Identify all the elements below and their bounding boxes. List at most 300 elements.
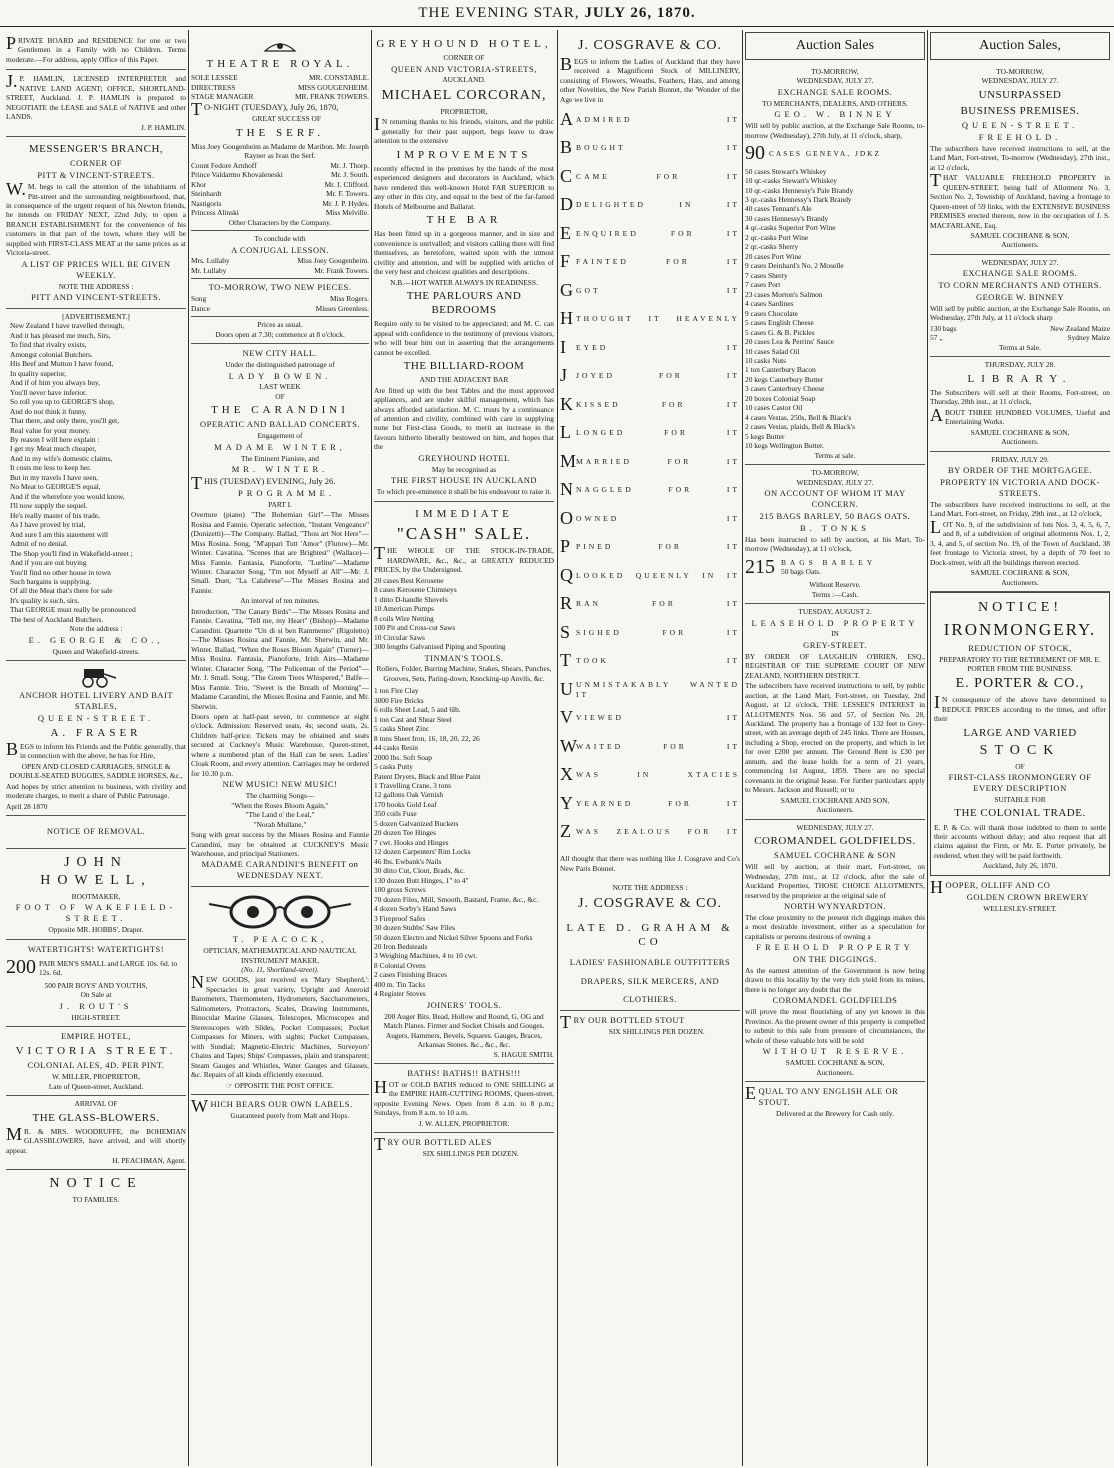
stock-item: 130 dozen Butt Hinges, 1" to 4" xyxy=(374,875,469,885)
alphabet-letter: U xyxy=(560,678,573,699)
ad-number: 215 xyxy=(745,555,775,578)
alphabet-phrase: DELIGHTED IN IT xyxy=(576,200,740,210)
ad-subheading: QUEEN-STREET. xyxy=(961,120,1079,130)
ad-text: Doors open at 7.30; commence at 8 o'clock. xyxy=(215,329,345,339)
ad-heading: J. COSGRAVE & CO. xyxy=(578,38,722,53)
cast-list xyxy=(191,161,369,218)
ad-leasehold xyxy=(745,604,925,820)
alphabet-row xyxy=(560,219,740,248)
ad-heading: WATERTIGHTS! WATERTIGHTS! xyxy=(27,943,165,954)
ad-theatre-royal xyxy=(191,32,369,344)
ad-heading: WHICH BEARS OUR OWN LABELS. xyxy=(191,1096,353,1117)
lot-item: 4 qr.-casks Superior Port Wine xyxy=(745,223,836,233)
stock-item: 3000 Fire Bricks xyxy=(374,695,424,705)
stock-item: 10 Circular Saws xyxy=(374,632,425,642)
ad-heading: LIBRARY. xyxy=(967,372,1073,385)
ad-subheading: IMPROVEMENTS xyxy=(396,148,532,161)
lot-item: 4 cases Sardines xyxy=(745,299,794,309)
poem-line: And it has pleased me much, Sirs, xyxy=(10,330,111,340)
cast-row-value: Miss Rogers. xyxy=(329,294,369,304)
stock-item: 7 cwt. Hooks and Hinges xyxy=(374,837,449,847)
ad-messenger xyxy=(6,137,186,309)
alphabet-letter: D xyxy=(560,194,573,215)
ad-subheading: PROGRAMME. xyxy=(238,487,335,498)
paper-date: JULY 26, 1870. xyxy=(584,5,696,21)
ad-text: PROPRIETOR, xyxy=(440,106,488,116)
alphabet-row xyxy=(560,447,740,476)
cast-row-label: Khor xyxy=(191,179,207,189)
alphabet-phrase: RAN FOR IT xyxy=(576,599,740,609)
ad-howell xyxy=(6,849,186,940)
alphabet-phrase: GOT IT xyxy=(576,285,740,295)
alphabet-row xyxy=(560,618,740,647)
ad-text: Other Characters by the Company. xyxy=(228,217,332,227)
paper-title: THE EVENING STAR, xyxy=(418,5,580,21)
ad-heading: NEW CITY HALL. xyxy=(242,348,318,359)
ad-heading: ON ACCOUNT OF WHOM IT MAY CONCERN. xyxy=(764,488,906,509)
alphabet-phrase: WAS IN XTACIES xyxy=(576,770,740,780)
alphabet-letter: N xyxy=(560,479,573,500)
ad-mortgagee xyxy=(930,452,1110,592)
column-rule xyxy=(371,30,372,1466)
ad-text: Require only to be visited to be appreciated; and M. C. can appeal with confidence to the testimony of previous visitors, who will bear him out in asserting that the arrangements cannot be excelled. xyxy=(374,319,554,357)
ad-city-hall xyxy=(191,344,369,887)
pointing-hand-icon: ☞ xyxy=(225,1080,233,1090)
lot-item: 20 boxes Colonial Soap xyxy=(745,393,816,403)
stock-item: 2000 lbs. Soft Soap xyxy=(374,752,432,762)
alphabet-phrase: ADMIRED IT xyxy=(576,114,740,124)
ad-text: MR. & MRS. WOODRUFFE, the BOHEMIAN GLASSBLOWERS, have arrived, and will shortly appear. xyxy=(6,1123,186,1155)
alphabet-phrase: BOUGHT IT xyxy=(576,143,740,153)
alphabet-letter: O xyxy=(560,507,573,528)
poem-line: Of all the Meat that's there for sale xyxy=(10,586,113,596)
ad-text: ABOUT THREE HUNDRED VOLUMES, Useful and Entertaining Works. xyxy=(930,404,1110,427)
ad-signature: J. P. HAMLIN. xyxy=(141,122,186,132)
stock-item: 70 dozen Files, Mill, Smooth, Bastard, Frame, &c., &c. xyxy=(374,894,539,904)
ad-removal xyxy=(6,816,186,849)
ad-text: Auctioneers. xyxy=(816,1067,854,1077)
cast-row-label: Nastigoris xyxy=(191,198,222,208)
alphabet-row xyxy=(560,191,740,220)
alphabet-list xyxy=(560,105,740,846)
alphabet-row xyxy=(560,561,740,590)
stock-item: 300 lengths Galvanised Piping and Spouting xyxy=(374,642,506,652)
staff-row xyxy=(191,83,369,92)
cast-row xyxy=(191,189,369,198)
alphabet-row xyxy=(560,162,740,191)
cast-row-label: Mrs. Lullaby xyxy=(191,256,230,266)
lot-item: 10 casks Nuts xyxy=(745,355,787,365)
ad-subheading: GOLDEN CROWN BREWERY xyxy=(966,891,1089,902)
song-list xyxy=(191,801,369,829)
ad-text: Has been fitted up in a gorgeous manner, and in size and convenience is unrivalled; and visitors calling there will find themselves, as heretofore, waited upon with the utmost civility and attention, and will be supplied with articles of the very best and choicest qualities and descriptions. xyxy=(374,229,554,277)
ad-address: PITT AND VINCENT-STREETS. xyxy=(31,292,161,303)
ad-subheading: THE BAR xyxy=(426,214,502,227)
cast-row xyxy=(191,208,369,217)
ad-signature: SAMUEL COCHRANE & SON, xyxy=(970,568,1070,578)
alphabet-phrase: FAINTED FOR IT xyxy=(576,257,740,267)
ad-subheading: A CONJUGAL LESSON. xyxy=(231,244,329,255)
cast-row-value: Misses Greenless. xyxy=(315,303,369,313)
ad-text: The subscribers have received instructions to sell, at the Land Mart, Fort-street, on Friday, 29th inst., at 12 o'clock, xyxy=(930,499,1110,519)
ad-subheading: MADAME WINTER, xyxy=(214,441,346,452)
alphabet-phrase: LOOKED QUEENLY IN IT xyxy=(576,570,740,580)
cast-row xyxy=(191,294,369,303)
stock-item: 5 casks Sheet Zinc xyxy=(374,724,430,734)
ad-cash-sale xyxy=(374,502,554,1064)
ad-text: BEGS to inform the Ladies of Auckland that they have received a Magnificent Stock of MILLINERY, consisting of Flowers, Wreaths, Feathers, Hats, and among other Novelties, the New Parish Bonnet, the 'Wonder of the Age we live in xyxy=(560,53,740,104)
stock-item: 100 gross Screws xyxy=(374,885,426,895)
ad-text: IN returning thanks to his friends, visitors, and the public generally for their past support, begs leave to draw attention to the extensive xyxy=(374,114,554,146)
ad-subheading: LARGE AND VARIED xyxy=(963,726,1077,739)
stock-item: 170 books Gold Leaf xyxy=(374,799,437,809)
alphabet-row xyxy=(560,590,740,619)
cast-row xyxy=(191,199,369,208)
ad-heading: EXCHANGE SALE ROOMS. xyxy=(777,86,893,97)
lot-item: 20 cases Lea & Perrins' Sauce xyxy=(745,337,834,347)
ad-heading: "CASH" SALE. xyxy=(396,523,532,543)
cast-row-value: Mr. J. Thorp. xyxy=(330,160,369,170)
ad-subheading: REDUCTION OF STOCK, xyxy=(968,642,1072,653)
ad-text: Opposite MR. HOBBS', Draper. xyxy=(48,925,144,935)
ad-text: IN consequence of the above have determined to REDUCE PRICES according to the times, and offer their xyxy=(934,692,1106,724)
ad-subheading: NORTH WYNYARDTON. xyxy=(783,900,887,911)
ad-name: A. FRASER xyxy=(50,726,142,739)
ad-text: Delivered at the Brewery for Cash only. xyxy=(776,1108,894,1118)
ad-heading: THE COLONIAL TRADE. xyxy=(954,807,1086,820)
section-heading: Auction Sales xyxy=(745,32,925,60)
ad-name: GEORGE W. BINNEY xyxy=(975,292,1065,303)
staff-row-label: STAGE MANAGER xyxy=(191,92,254,102)
ad-subheading: CLOTHIERS. xyxy=(623,994,677,1005)
lot-item: 2 qr.-casks Port Wine xyxy=(745,232,809,242)
programme-part-1: Overture (piano) "The Bohemian Girl"—The Misses Rosina and Fannie. Operatic selection, "Instant Vengeance" (Donizetti)—The Company. Ballad, "Thou art Not Here"—Miss Rosina. Song, "M'appari Tutt 'Amor" (Flutow)—Mr. Winter. Cavatina, "Scenes that are Brightest" (Wallace)—Miss Fannie. Fantasia, Pianoforte, "Lurline"—Madame Winter. Character Song, "I'm not Myself at All"—Mr. J. Small. Duet, "La Calabrese"—The Misses Rosina and Fannie. xyxy=(191,510,369,595)
ad-subheading: GREY-STREET. xyxy=(803,639,867,650)
ad-note: NOTE THE ADDRESS : xyxy=(58,281,134,291)
alphabet-row xyxy=(560,419,740,448)
stock-item: 46 lbs. Ewbank's Nails xyxy=(374,856,442,866)
poem-line: By reason I will here explain : xyxy=(10,434,100,444)
ad-text: Doors open at half-past seven, to commence at eight o'clock. Admission: Reserved seats, 4s; second seats, 2s. Children half-price. Tickets may be obtained and seats secured at Cuckney's Music Warehouse, Queen-street, where a numbered plan of the Hall can be seen. Ladies' Cloak Room, and every attention. Carriages may be ordered for 10.30 p.m. xyxy=(191,712,369,778)
alphabet-letter: S xyxy=(560,621,571,642)
ad-name: JOHN HOWELL, xyxy=(40,855,152,888)
ad-number: 90 xyxy=(745,142,765,164)
ad-subheading: TO FAMILIES. xyxy=(72,1195,120,1205)
ad-text: All thought that there was nothing like J. Cosgrave and Co's New Paris Bonnet. xyxy=(560,854,740,873)
stock-list xyxy=(374,686,554,998)
ad-heading: ANCHOR HOTEL LIVERY AND BAIT STABLES, xyxy=(18,690,174,712)
ad-address: WELLESLEY-STREET. xyxy=(983,903,1057,913)
ad-heading: BY ORDER OF THE MORTGAGEE. xyxy=(947,465,1092,476)
ad-row xyxy=(745,141,925,167)
ad-address: FOOT OF WAKEFIELD-STREET. xyxy=(15,902,177,924)
lot-item: 23 cases Morton's Salmon xyxy=(745,289,823,299)
lot-item: 9 cases Deinhard's No. 2 Moselle xyxy=(745,261,844,271)
alphabet-letter: I xyxy=(560,336,566,357)
poem-line: And in my wife's domestic claims, xyxy=(10,453,113,463)
ad-heading: EMPIRE HOTEL, xyxy=(61,1031,131,1042)
ad-heading: THE SERF. xyxy=(235,126,325,139)
ad-row xyxy=(6,955,186,981)
lot-list xyxy=(930,324,1110,343)
poem-line: His Beef and Mutton I have found, xyxy=(10,359,114,369)
ad-text: The close proximity to the present rich diggings makes this a most desirable investment, either as a speculation for capitalists or persons desirous of owning a xyxy=(745,912,925,941)
stock-item: 8 tons Sheet Iron, 16, 18, 20, 22, 26 xyxy=(374,733,480,743)
cast-row-label: Prince Valdarmo Khovaleneski xyxy=(191,170,283,180)
poem xyxy=(6,321,186,624)
alphabet-letter: B xyxy=(560,137,573,158)
alphabet-letter: P xyxy=(560,536,571,557)
ad-subheading: IMMEDIATE xyxy=(415,507,513,520)
cast-row-label: Princess Alinski xyxy=(191,208,239,218)
ad-text: IN xyxy=(831,629,839,639)
ad-text: PAIR MEN'S SMALL and LARGE 10s. 6d. to 12s. 6d. xyxy=(39,958,178,978)
ad-heading: TRY OUR BOTTLED STOUT xyxy=(560,1012,685,1033)
lot-row xyxy=(930,333,1110,342)
cast-row xyxy=(191,304,369,313)
staff-row xyxy=(191,73,369,82)
poem-line: No Meat to GEORGE'S equal, xyxy=(10,482,101,492)
ad-subheading: LADIES' FASHIONABLE OUTFITTERS xyxy=(569,956,731,967)
ad-notice-families xyxy=(6,1170,186,1208)
ad-subheading: QUEEN-STREET. xyxy=(37,712,155,723)
ad-date: TO-MORROW, xyxy=(811,66,859,76)
ad-name: SAMUEL COCHRANE & SON xyxy=(774,850,896,861)
lot-item: 10 cases Castor Oil xyxy=(745,403,803,413)
ad-text: J.P. HAMLIN, LICENSED INTERPRETER and NATIVE LAND AGENT; OFFICE, SHORTLAND-STREET, Auckland. J. P. HAMLIN is prepared to NEGOTIATE the LEASE and SALE of NATIVE and other LANDS. xyxy=(6,71,186,122)
lot-item: 3 cases Canterbury Cheese xyxy=(745,384,825,394)
alphabet-row xyxy=(560,647,740,676)
ad-signature: J. W. ALLEN, PROPRIETOR. xyxy=(418,1118,510,1128)
poem-line: It costs me less to keep her. xyxy=(10,463,92,473)
lot-item: 20 cases Port Wine xyxy=(745,251,802,261)
ad-subheading: MADAME CARANDINI'S BENEFIT on WEDNESDAY NEXT. xyxy=(201,859,359,881)
poem-line: New Zealand I have travelled through, xyxy=(10,321,125,331)
lot-item: 10 qr.-casks Stewart's Whiskey xyxy=(745,176,837,186)
stock-item: 6 rolls Sheet Lead, 5 and 6lb. xyxy=(374,705,461,715)
poem-line: I'll now supply the sequel. xyxy=(10,501,88,511)
ad-text: OPEN AND CLOSED CARRIAGES, SINGLE & DOUBLE-SEATED BUGGIES, SADDLE HORSES, &c., xyxy=(9,761,183,781)
alphabet-letter: Q xyxy=(560,564,573,585)
cast-row-value: Mr. J. Clifford. xyxy=(324,179,369,189)
alphabet-row xyxy=(560,761,740,790)
cast-row xyxy=(191,180,369,189)
alphabet-row xyxy=(560,704,740,733)
ad-subheading: TO-MORROW, TWO NEW PIECES. xyxy=(208,282,352,293)
ad-text: Auctioneers. xyxy=(1001,577,1039,587)
ad-text: THAT VALUABLE FREEHOLD PROPERTY in QUEEN-STREET, being half of Allotment No. 3, Section No. 2, Township of Auckland, having a frontage to Queen-street of 59 links, with the EXTENSIVE BUSINESS PREMISES erected thereon, now in the occupation of J. S. MACFARLANE, Esq. xyxy=(930,170,1110,230)
ad-name: MICHAEL CORCORAN, xyxy=(381,87,547,103)
ad-subheading: DRAPERS, SILK MERCERS, AND xyxy=(580,975,720,986)
alphabet-letter: W xyxy=(560,735,577,756)
cast-row-label: Count Fedore Arnhoff xyxy=(191,160,257,170)
cast-row-label: Mr. Lullaby xyxy=(191,265,227,275)
alphabet-phrase: WAS ZEALOUS FOR IT xyxy=(576,827,740,837)
alphabet-row xyxy=(560,504,740,533)
ad-subheading: QUEEN AND VICTORIA-STREETS, xyxy=(391,63,537,74)
ad-maize-sale xyxy=(930,255,1110,357)
stock-item: 1 ditto D-handle Shovels xyxy=(374,594,448,604)
staff-row-value: MR. FRANK TOWERS. xyxy=(294,92,369,102)
lot-item: 2 qr.-casks Sherry xyxy=(745,242,799,252)
ad-text: And hopes by strict attention to business, with civility and moderate charges, to merit a share of Public Patronage. xyxy=(6,781,186,801)
ad-cosgrave xyxy=(560,32,740,1011)
song-title: "When the Roses Bloom Again," xyxy=(231,800,329,810)
ad-subheading: TINMAN'S TOOLS. xyxy=(424,652,504,663)
alphabet-phrase: TOOK IT xyxy=(576,656,740,666)
ad-text: Miss Joey Gougenheim as Madame de Maribon. Mr. Joseph Rayner as Ivan the Serf. xyxy=(191,141,369,161)
poem-line: That GEORGE must really be pronounced xyxy=(10,605,136,615)
ad-heading: UNSURPASSED xyxy=(978,88,1062,101)
ad-text: On Sale at xyxy=(80,990,112,1000)
carriage-icon xyxy=(74,666,118,688)
ad-text: OF xyxy=(275,391,285,401)
ad-subheading: THE FIRST HOUSE IN AUCKLAND xyxy=(390,475,538,486)
ad-text: Terms at Sale. xyxy=(999,342,1041,352)
ad-signature: SAMUEL COCHRANE & SON, xyxy=(970,230,1070,240)
ad-date: TUESDAY, AUGUST 2. xyxy=(798,607,872,617)
cast-row-value: Mr. F. Towers. xyxy=(326,189,369,199)
alphabet-phrase: VIEWED IT xyxy=(576,713,740,723)
ad-address: HIGH-STREET. xyxy=(71,1012,121,1022)
ad-subheading: FREEHOLD PROPERTY xyxy=(756,942,914,953)
alphabet-letter: F xyxy=(560,251,571,272)
stock-item: 8 Colonial Ovens xyxy=(374,960,426,970)
poem-line: You'll find no other house in town xyxy=(10,567,111,577)
column-1 xyxy=(6,32,186,1462)
column-rule xyxy=(557,30,558,1466)
ad-text: TO-NIGHT (TUESDAY), July 26, 1870, xyxy=(191,99,339,120)
ad-subheading: COROMANDEL GOLDFIELDS xyxy=(772,995,898,1006)
programme-part-2: Introduction, "The Canary Birds"—The Misses Rosina and Fannie. Cavatina, "Tell me, my Heart" (Bishop)—Madame Carandini. Quartette "Un di si ben Rammento" (Rigoletto)—The Misses Rosina and Fannie, Mr. Sherwin, and Mr. Winter. Ballad, "When the Roses Bloom Again" (Turner)—Miss Rosina. Fantasia, Pianoforte, Irish Airs—Madame Winter. Character Song, "The Policeman of the Period"—Mr. J. Small. Song, "The Green Trees Whispered," Balfe—Miss Fannie. Trio, "Sweet is the Breath of Morning"—Madame Carandini, the Misses Rosina and Fannie, and Mr. Sherwin. xyxy=(191,606,369,711)
ad-text: PRIVATE BOARD and RESIDENCE for one or two Gentlemen in a Family with no Children. Terms moderate.—For address, apply Office of this Paper. xyxy=(6,33,186,64)
ad-name: B. TONKS xyxy=(800,522,870,533)
ad-text: The charming Songs— xyxy=(245,791,315,801)
staff-row-label: DIRECTRESS xyxy=(191,82,236,92)
lot-item: 7 cases Port xyxy=(745,280,781,290)
alphabet-phrase: SIGHED FOR IT xyxy=(576,627,740,637)
ad-signature: SAMUEL COCHRANE & SON, xyxy=(970,427,1070,437)
ad-text: COLONIAL ALES, 4D. PER PINT. xyxy=(27,1060,165,1071)
ad-subheading: BOOTMAKER, xyxy=(71,891,121,901)
alphabet-phrase: YEARNED FOR IT xyxy=(576,798,740,808)
ad-heading: NOTICE OF REMOVAL. xyxy=(46,826,146,837)
lot-row-label: 57 „ xyxy=(930,333,943,343)
lot-item: 5 cases G. & B. Pickles xyxy=(745,327,815,337)
ad-business-premises xyxy=(930,64,1110,255)
alphabet-letter: V xyxy=(560,707,573,728)
cast-row-label: Steinhardt xyxy=(191,189,222,199)
ad-text: Terms at sale. xyxy=(814,450,856,460)
poem-line: And do not think it funny, xyxy=(10,406,87,416)
ad-text: E. P. & Co. will thank those indebted to them to settle their accounts without delay; and also request that all claims against the Firm, or Mr. E. Porter privately, be rendered, when they will be paid forthwith. xyxy=(934,822,1106,860)
lot-list xyxy=(745,167,925,451)
ad-heading: EQUAL TO ANY ENGLISH ALE OR STOUT. xyxy=(745,1082,899,1107)
poem-line: Amongst colonial Butchers. xyxy=(10,349,93,359)
poem-line: And if you are out buying xyxy=(10,558,87,568)
alphabet-phrase: NAGGLED FOR IT xyxy=(576,485,740,495)
ad-text: Under the distinguished patronage of xyxy=(225,360,335,370)
ad-text: AUCKLAND. xyxy=(442,75,486,85)
ad-text: Rollers, Folder, Burring Machine, Stakes, Shears, Punches, Grooves, Sets, Paring-down, Knocking-up Anvils, &c. xyxy=(376,664,552,683)
ad-text: CASES GENEVA, JDKZ xyxy=(769,149,882,159)
ad-date: WEDNESDAY, JULY 27. xyxy=(796,76,874,86)
column-6 xyxy=(930,32,1110,1462)
column-rule xyxy=(742,30,743,1466)
ad-subheading: GREAT SUCCESS OF xyxy=(252,114,321,124)
ad-text: SIX SHILLINGS PER DOZEN. xyxy=(422,1149,519,1159)
ad-text: To which pre-eminence it shall be his endeavour to raise it. xyxy=(376,487,552,497)
ad-text: LOT No. 9, of the subdivision of lots Nos. 3, 4, 5, 6, 7, and 8, of a subdivision of original allotments Nos. 1, 2, 3, 4, and 5, of section No. 19, of the Town of Auckland, 38 feet frontage to Victoria street, by a depth of 70 feet to Dock-street, with all the buildings thereon erected. xyxy=(930,516,1110,567)
ad-subheading: TO CORN MERCHANTS AND OTHERS. xyxy=(938,280,1102,291)
alphabet-letter: E xyxy=(560,222,571,243)
staff-row-value: MR. CONSTABLE. xyxy=(309,73,369,83)
ad-address: Queen and Wakefield-streets. xyxy=(52,646,140,656)
alphabet-row xyxy=(560,476,740,505)
alphabet-letter: H xyxy=(560,308,573,329)
lot-item: 10 kegs Wellington Butter. xyxy=(745,441,824,451)
alphabet-phrase: KISSED FOR IT xyxy=(576,399,740,409)
stock-item: 5 casks Putty xyxy=(374,762,414,772)
poem-line: But in my travels I have seen, xyxy=(10,472,99,482)
alphabet-row xyxy=(560,134,740,163)
ad-subheading: GREYHOUND HOTEL xyxy=(418,452,510,463)
column-rule xyxy=(188,30,189,1466)
lot-item: 30 cases Hennessy's Brandy xyxy=(745,213,829,223)
ad-date: Auckland, July 26, 1870. xyxy=(982,861,1058,871)
ad-text: As the earnest attention of the Government is now being drawn to this locality by the very rich yield from its mines, there is no longer any doubt that the xyxy=(745,966,925,994)
ad-label: [ADVERTISEMENT.] xyxy=(62,311,130,321)
poem-line: The best of Auckland Butchers. xyxy=(10,614,104,624)
song-title: "The Land o' the Leal," xyxy=(245,810,315,820)
ad-subheading: ARRIVAL OF xyxy=(74,1099,118,1109)
ad-date: THURSDAY, JULY 28. xyxy=(984,360,1056,370)
ad-text: May be recognised as xyxy=(431,464,497,474)
ad-text: Auctioneers. xyxy=(1001,240,1039,250)
poem-line: And if of him you always buy, xyxy=(10,378,101,388)
ad-subheading: ON THE DIGGINGS. xyxy=(792,954,878,965)
ad-text: SIX SHILLINGS PER DOZEN. xyxy=(608,1027,705,1037)
lot-item: 9 cases Chocolate xyxy=(745,308,798,318)
ad-date: WEDNESDAY, JULY 27. xyxy=(796,822,874,832)
stock-item: 1 ton Cast and Shear Steel xyxy=(374,714,452,724)
stock-item: 20 cases Best Kerosene xyxy=(374,575,444,585)
alphabet-letter: G xyxy=(560,279,573,300)
lot-item: 10 cases Salad Oil xyxy=(745,346,800,356)
cast-list xyxy=(191,294,369,313)
ad-text: The subscribers have received instructions to sell, at the Land Mart, Fort-street, To-morrow (Wednesday), 27th inst., at 12 o'clock, xyxy=(930,143,1110,172)
ad-bottled-stout xyxy=(560,1011,740,1040)
alphabet-row xyxy=(560,248,740,277)
ad-heading: TRY OUR BOTTLED ALES xyxy=(374,1134,492,1155)
ad-subheading: OPERATIC AND BALLAD CONCERTS. xyxy=(200,419,360,430)
stock-item: 1 ton Fire Clay xyxy=(374,686,419,696)
ad-coromandel xyxy=(745,820,925,1082)
poem-line: It's quality is such, sirs, xyxy=(10,595,80,605)
ad-date: WEDNESDAY, JULY 27. xyxy=(796,477,874,487)
alphabet-letter: M xyxy=(560,450,577,471)
ad-text: Engagement of xyxy=(257,431,303,441)
lot-item: 3 qr.-casks Hennessy's Dark Brandy xyxy=(745,195,852,204)
ad-address: (No. 11, Shortland-street). xyxy=(241,965,319,975)
cast-row-label: Dance xyxy=(191,303,210,313)
alphabet-row xyxy=(560,732,740,761)
poem-line: So roll you up to GEORGE'S shop, xyxy=(10,397,115,407)
cast-row-value: Miss Joey Gougenheim. xyxy=(297,256,369,266)
stock-item: 100 Pit and Cross-cut Saws xyxy=(374,623,456,633)
alphabet-phrase: EYED IT xyxy=(576,342,740,352)
stock-item: 3 Fireproof Safes xyxy=(374,913,426,923)
